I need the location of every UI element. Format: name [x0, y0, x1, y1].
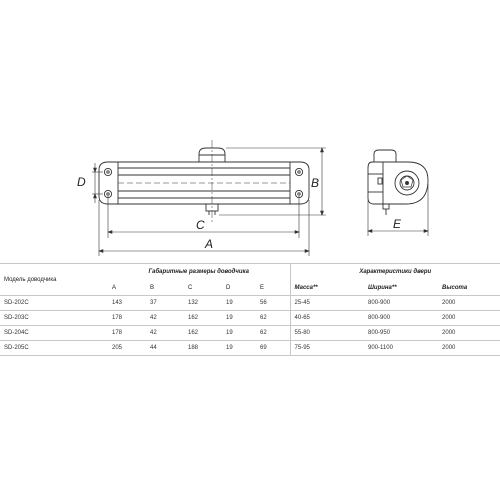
- dimension-b: [219, 148, 326, 215]
- column-header-height: Высота: [442, 284, 468, 291]
- dim-a-cell: 178: [108, 326, 146, 341]
- table-row: [0, 296, 500, 311]
- door-group-header: Характеристики двери: [290, 264, 500, 281]
- dim-c-cell: 162: [184, 326, 222, 341]
- specification-table: [0, 263, 500, 356]
- dim-e-cell: 62: [256, 326, 290, 341]
- dim-a-cell: 143: [108, 296, 146, 311]
- dim-e-cell: 62: [256, 311, 290, 326]
- model-cell: SD-202C: [0, 296, 108, 311]
- table-row: [0, 326, 500, 341]
- column-header-e: E: [260, 284, 265, 291]
- height-cell: 2000: [438, 326, 500, 341]
- dim-a-cell: 205: [108, 341, 146, 356]
- height-cell: 2000: [438, 311, 500, 326]
- column-header-a: A: [112, 284, 117, 291]
- dim-c-cell: 132: [184, 296, 222, 311]
- screw-icon: [295, 168, 302, 197]
- dim-b-cell: 42: [146, 326, 184, 341]
- dimensions-group-header: Габаритные размеры доводчика: [108, 264, 290, 281]
- column-header-width: Ширина**: [368, 284, 397, 291]
- dim-d-cell: 19: [222, 341, 256, 356]
- dim-b-cell: 44: [146, 341, 184, 356]
- model-cell: SD-204C: [0, 326, 108, 341]
- mass-cell: 25-45: [290, 296, 364, 311]
- column-header-b: B: [150, 284, 155, 291]
- mass-cell: 40-65: [290, 311, 364, 326]
- dim-d-cell: 19: [222, 296, 256, 311]
- dim-d-cell: 19: [222, 311, 256, 326]
- dim-a-cell: 178: [108, 311, 146, 326]
- width-cell: 800-950: [364, 326, 438, 341]
- mass-cell: 55-80: [290, 326, 364, 341]
- model-column-header: Модель доводчика: [0, 264, 108, 296]
- column-header-mass: Масса**: [290, 280, 364, 296]
- dimension-d: [92, 163, 103, 203]
- model-cell: SD-203C: [0, 311, 108, 326]
- column-header-d: D: [226, 284, 231, 291]
- dim-e-cell: 56: [256, 296, 290, 311]
- dim-d-cell: 19: [222, 326, 256, 341]
- width-cell: 800-900: [364, 296, 438, 311]
- dim-b-cell: 42: [146, 311, 184, 326]
- dim-label-d: D: [77, 175, 86, 189]
- table-row: [0, 311, 500, 326]
- dim-c-cell: 188: [184, 341, 222, 356]
- dim-e-cell: 69: [256, 341, 290, 356]
- height-cell: 2000: [438, 296, 500, 311]
- height-cell: 2000: [438, 341, 500, 356]
- model-cell: SD-205C: [0, 341, 108, 356]
- dim-label-b: B: [311, 176, 320, 190]
- dim-b-cell: 37: [146, 296, 184, 311]
- width-cell: 800-900: [364, 311, 438, 326]
- dim-c-cell: 162: [184, 311, 222, 326]
- screw-icon: [104, 168, 111, 197]
- width-cell: 900-1100: [364, 341, 438, 356]
- column-header-c: C: [188, 284, 193, 291]
- dim-label-a: A: [205, 237, 214, 251]
- dim-label-e: E: [393, 217, 402, 231]
- door-closer-side-view: [368, 150, 428, 215]
- mass-cell: 75-95: [290, 341, 364, 356]
- table-row: [0, 341, 500, 356]
- door-closer-front-view: [99, 140, 309, 222]
- dim-label-c: C: [196, 218, 205, 232]
